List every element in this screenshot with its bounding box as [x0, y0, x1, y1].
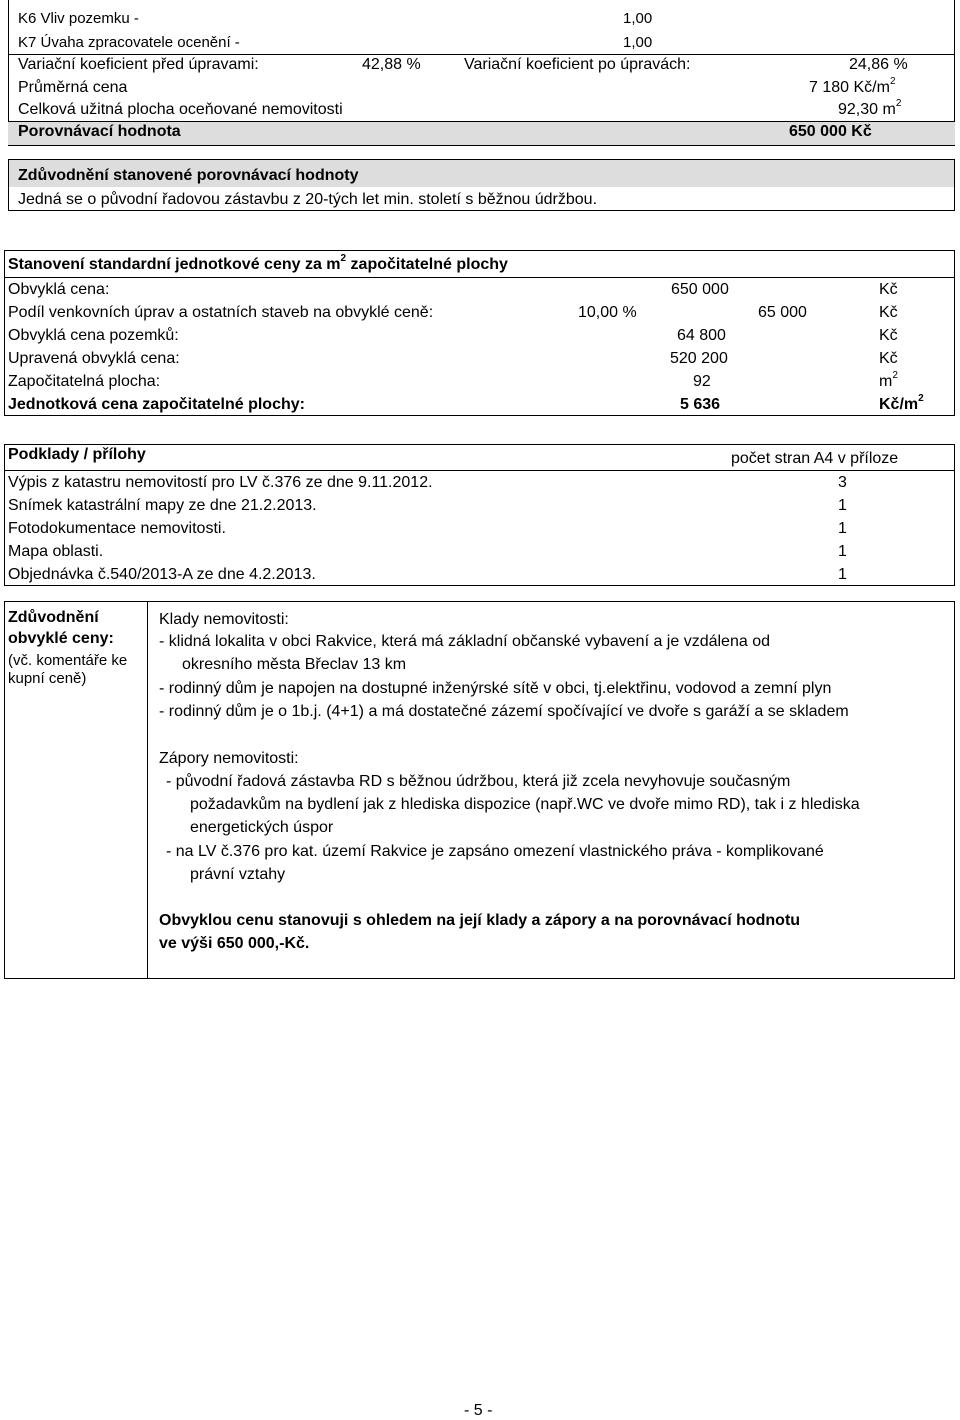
- pros-item: - rodinný dům je o 1b.j. (4+1) a má dostatečné zázemí spočívající ve dvoře s garáží a se skladem: [159, 703, 849, 720]
- variation-after-value: 24,86 %: [849, 56, 908, 73]
- row-unit: Kč: [879, 281, 898, 298]
- usable-area-label: Celková užitná plocha oceňované nemovitosti: [18, 101, 343, 118]
- row-unit: Kč: [879, 304, 898, 321]
- usual-price-side-title: Zdůvodnění: [8, 609, 99, 626]
- justification-title: Zdůvodnění stanovené porovnávací hodnoty: [18, 167, 359, 184]
- usual-price-side-note: kupní ceně): [8, 670, 87, 687]
- cons-item-continued: energetických úspor: [190, 819, 334, 836]
- conclusion-text: ve výši 650 000,-Kč.: [159, 935, 310, 952]
- row-value: 520 200: [670, 350, 728, 367]
- standard-price-title: Stanovení standardní jednotkové ceny za $m^2$ započitatelné plochy: [8, 253, 508, 273]
- pros-item: - rodinný dům je napojen na dostupné inženýrské sítě v obci, tj.elektřinu, vodovod a zemní plyn: [159, 680, 832, 697]
- row-label: Upravená obvyklá cena:: [8, 350, 180, 367]
- attachments-title: Podklady / přílohy: [8, 446, 146, 463]
- row-label: Obvyklá cena pozemků:: [8, 327, 179, 344]
- variation-after-label: Variační koeficient po úpravách:: [464, 56, 691, 73]
- justification-text: Jedná se o původní řadovou zástavbu z 20-tých let min. století s běžnou údržbou.: [18, 191, 598, 208]
- cons-item: - původní řadová zástavba RD s běžnou údržbou, která již zcela nevyhovuje současným: [166, 773, 791, 790]
- row-unit: $Kč/m^2$: [879, 393, 924, 413]
- comparison-value: 650 000 Kč: [789, 123, 872, 140]
- attachment-pages: 3: [838, 474, 847, 491]
- row-value: 64 800: [677, 327, 726, 344]
- cons-item: - na LV č.376 pro kat. území Rakvice je zapsáno omezení vlastnického práva - komplikované: [166, 843, 824, 860]
- row-value: 5 636: [680, 396, 721, 413]
- row-value: 65 000: [758, 304, 807, 321]
- row-label: Podíl venkovních úprav a ostatních staveb na obvyklé ceně:: [8, 304, 434, 321]
- usual-price-side-title: obvyklé ceny:: [8, 630, 114, 647]
- row-unit: $m^2$: [879, 370, 898, 390]
- usual-price-side-note: (vč. komentáře ke: [8, 652, 128, 669]
- cons-title: Zápory nemovitosti:: [159, 750, 299, 767]
- attachment-pages: 1: [838, 497, 847, 514]
- cons-item-continued: požadavkům na bydlení jak z hlediska dispozice (např.WC ve dvoře mimo RD), tak i z hlediska: [190, 796, 860, 813]
- row-value: 650 000: [671, 281, 729, 298]
- attachment-pages: 1: [838, 520, 847, 537]
- variation-before-value: 42,88 %: [362, 56, 421, 73]
- comparison-value-label: Porovnávací hodnota: [18, 123, 181, 140]
- row-value: 92: [693, 373, 711, 390]
- conclusion-text: Obvyklou cenu stanovuji s ohledem na její klady a zápory a na porovnávací hodnotu: [159, 912, 801, 929]
- attachment-pages: 1: [838, 543, 847, 560]
- attachment-pages: 1: [838, 566, 847, 583]
- cons-item-continued: právní vztahy: [190, 866, 286, 883]
- row-unit: Kč: [879, 327, 898, 344]
- row-label: Započitatelná plocha:: [8, 373, 161, 390]
- row-label: Jednotková cena započitatelné plochy:: [8, 396, 305, 413]
- k6-value: 1,00: [623, 10, 653, 27]
- pros-item-continued: okresního města Břeclav 13 km: [182, 656, 407, 673]
- attachment-item: Objednávka č.540/2013-A ze dne 4.2.2013.: [8, 566, 316, 583]
- attachment-item: Výpis z katastru nemovitostí pro LV č.376 ze dne 9.11.2012.: [8, 474, 433, 491]
- usable-area-value: 92,30 $m^2$: [838, 98, 902, 118]
- pros-item: - klidná lokalita v obci Rakvice, která má základní občanské vybavení a je vzdálena od: [159, 633, 770, 650]
- variation-before-label: Variační koeficient před úpravami:: [18, 56, 259, 73]
- attachment-item: Fotodokumentace nemovitosti.: [8, 520, 226, 537]
- row-label: Obvyklá cena:: [8, 281, 110, 298]
- k7-label: K7 Úvaha zpracovatele ocenění -: [18, 34, 240, 51]
- pros-title: Klady nemovitosti:: [159, 611, 289, 628]
- k7-value: 1,00: [623, 34, 653, 51]
- row-unit: Kč: [879, 350, 898, 367]
- attachment-item: Snímek katastrální mapy ze dne 21.2.2013.: [8, 497, 317, 514]
- page-number: - 5 -: [464, 1402, 493, 1419]
- average-price-value: 7 180 $Kč/m^2$: [809, 76, 896, 96]
- attachment-item: Mapa oblasti.: [8, 543, 104, 560]
- attachments-pages-header: počet stran A4 v příloze: [731, 450, 899, 467]
- row-percent: 10,00 %: [578, 304, 637, 321]
- k6-label: K6 Vliv pozemku -: [18, 10, 139, 27]
- average-price-label: Průměrná cena: [18, 79, 128, 96]
